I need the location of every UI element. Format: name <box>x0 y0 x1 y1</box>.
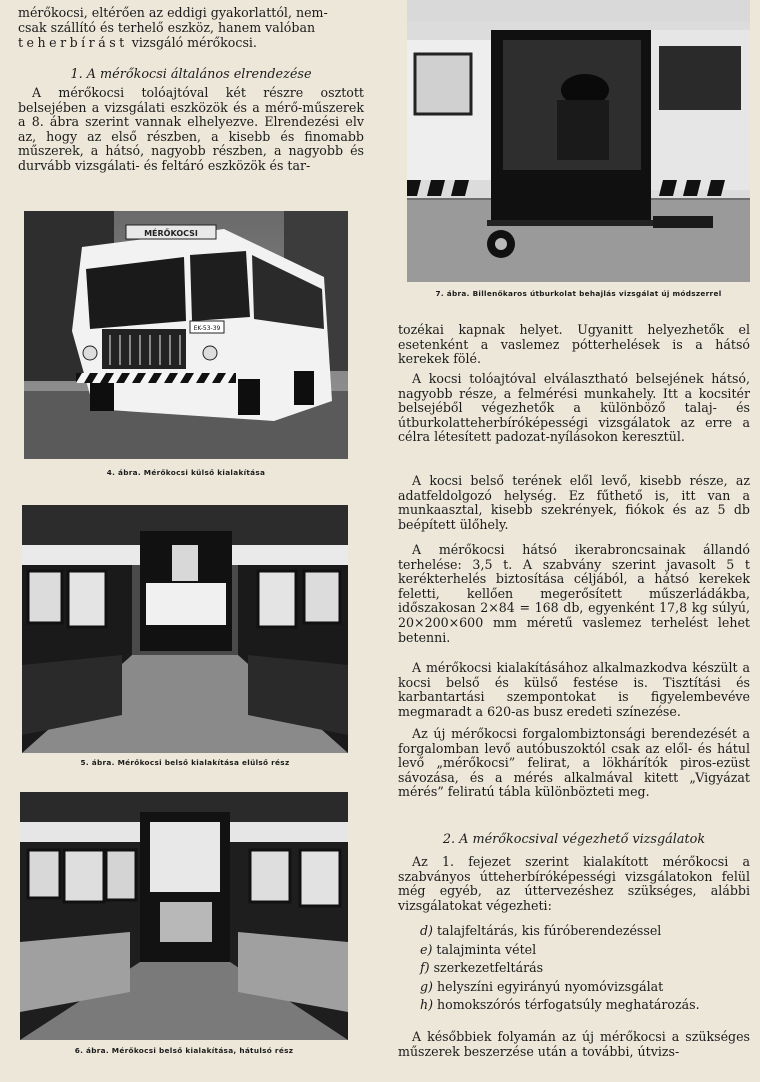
intro-paragraph <box>18 6 364 21</box>
figure-4-caption: 4. ábra. Mérőkocsi külső kialakítása <box>106 468 266 477</box>
figure-7-photo <box>407 0 750 282</box>
paragraph-painting: A mérőkocsi kialakításához alkalmazkodva készült a kocsi belső és külső festése is. Tisztítási és karbantartási szempontokat is figyelembevéve megmaradt a 620-as busz eredeti színezése. <box>398 660 750 719</box>
paragraph-safety: Az új mérőkocsi forgalombiztonsági berendezését a forgalomban levő autóbuszoktól csak az elől- és hátul levő „mérőkocsi” felirat, a lökhárítók piros-ezüst sávozása, és a mérés alkalmával kitett „Vigyázat mérés” feliratú tábla különbözteti meg. <box>398 726 750 800</box>
list-item: d) talajfeltárás, kis fúróberendezéssel <box>420 923 662 938</box>
intro-line-1: mérőkocsi, eltérően az eddigi gyakorlattól, nem- <box>18 5 328 20</box>
continued-paragraph: tozékai kapnak helyet. Ugyanitt helyezhetők el esetenként a vaslemez pótterhelések is a hátsó kerekek fölé. <box>398 322 750 367</box>
intro-paragraph-2 <box>18 21 364 36</box>
section-2-heading: 2. A mérőkocsival végezhető vizsgálatok <box>442 832 706 847</box>
paragraph-loading: A mérőkocsi hátsó ikerabroncsainak állandó terhelése: 3,5 t. A szabvány szerint javasolt 5 t kerékterhelés biztosítása céljából, a hátsó kerekek feletti, kellően megerősített műszerládákba, időszakosan 2×84 = 168 db, egyenként 17,8 kg súlyú, 20×200×600 mm méretű vaslemez terhelést lehet betenni. <box>398 542 750 645</box>
intro-line-2: csak szállító és terhelő eszköz, hanem valóban <box>18 20 316 35</box>
figure-5-caption: 5. ábra. Mérőkocsi belső kialakítása elülső rész <box>80 758 290 767</box>
figure-7-caption: 7. ábra. Billenőkaros útburkolat behajlás vizsgálat új módszerrel <box>435 289 722 298</box>
list-item: e) talajminta vétel <box>420 941 537 957</box>
section-1-paragraph: A mérőkocsi tolóajtóval két részre osztott belsejében a vizsgálati eszközök és a mérő-műszerek a 8. ábra szerint vannak elhelyezve. Elrendezési elv az, hogy az első részben, a kisebb és finomabb műszerek, a hátsó, nagyobb részben, a nagyobb és durvább vizsgálati- és feltáró eszközök és tar- <box>18 85 364 173</box>
intro-paragraph-3 <box>18 36 364 51</box>
bus-sign-text: MÉRŐKOCSI <box>144 229 198 238</box>
paragraph-work-area: A kocsi tolóajtóval elválasztható belsejének hátsó, nagyobb része, a felmérési munkahely. Itt a kocsitér belsejéből végezhetők a különböző talaj- és útburkolatteherbíróképességi vizsgálatok az erre a célra létesített padozat-nyílásokon keresztül. <box>398 371 750 445</box>
figure-4-photo <box>24 211 348 459</box>
plate-text: EK-53-39 <box>193 325 221 332</box>
tests-list <box>398 922 750 1015</box>
list-item: g) helyszíni egyirányú nyomóvizsgálat <box>420 978 664 994</box>
intro-spaced-word: teherbírást <box>18 35 128 50</box>
list-item: f) szerkezetfeltárás <box>420 960 544 976</box>
intro-line-3: vizsgáló mérőkocsi. <box>127 35 257 50</box>
figure-6-caption: 6. ábra. Mérőkocsi belső kialakítása, hátulsó rész <box>74 1046 294 1055</box>
paragraph-data-room: A kocsi belső terének elől levő, kisebb része, az adatfeldolgozó helység. Ez fűthető is, itt van a munkaasztal, kisebb szekrények, fiókok és az 5 db beépített ülőhely. <box>398 473 750 532</box>
paragraph-tests-intro: Az 1. fejezet szerint kialakított mérőkocsi a szabványos útteherbíróképességi vizsgálatokon felül még egyéb, az úttervezéshez szükséges, alábbi vizsgálatokat végezheti: <box>398 854 750 913</box>
list-item: h) homokszórós térfogatsúly meghatározás. <box>420 997 700 1013</box>
section-1-heading: 1. A mérőkocsi általános elrendezése <box>70 67 312 82</box>
figure-6-photo <box>20 792 348 1040</box>
figure-5-photo <box>22 505 348 753</box>
paragraph-future: A későbbiek folyamán az új mérőkocsi a szükséges műszerek beszerzése után a további, útvizs- <box>398 1029 750 1059</box>
